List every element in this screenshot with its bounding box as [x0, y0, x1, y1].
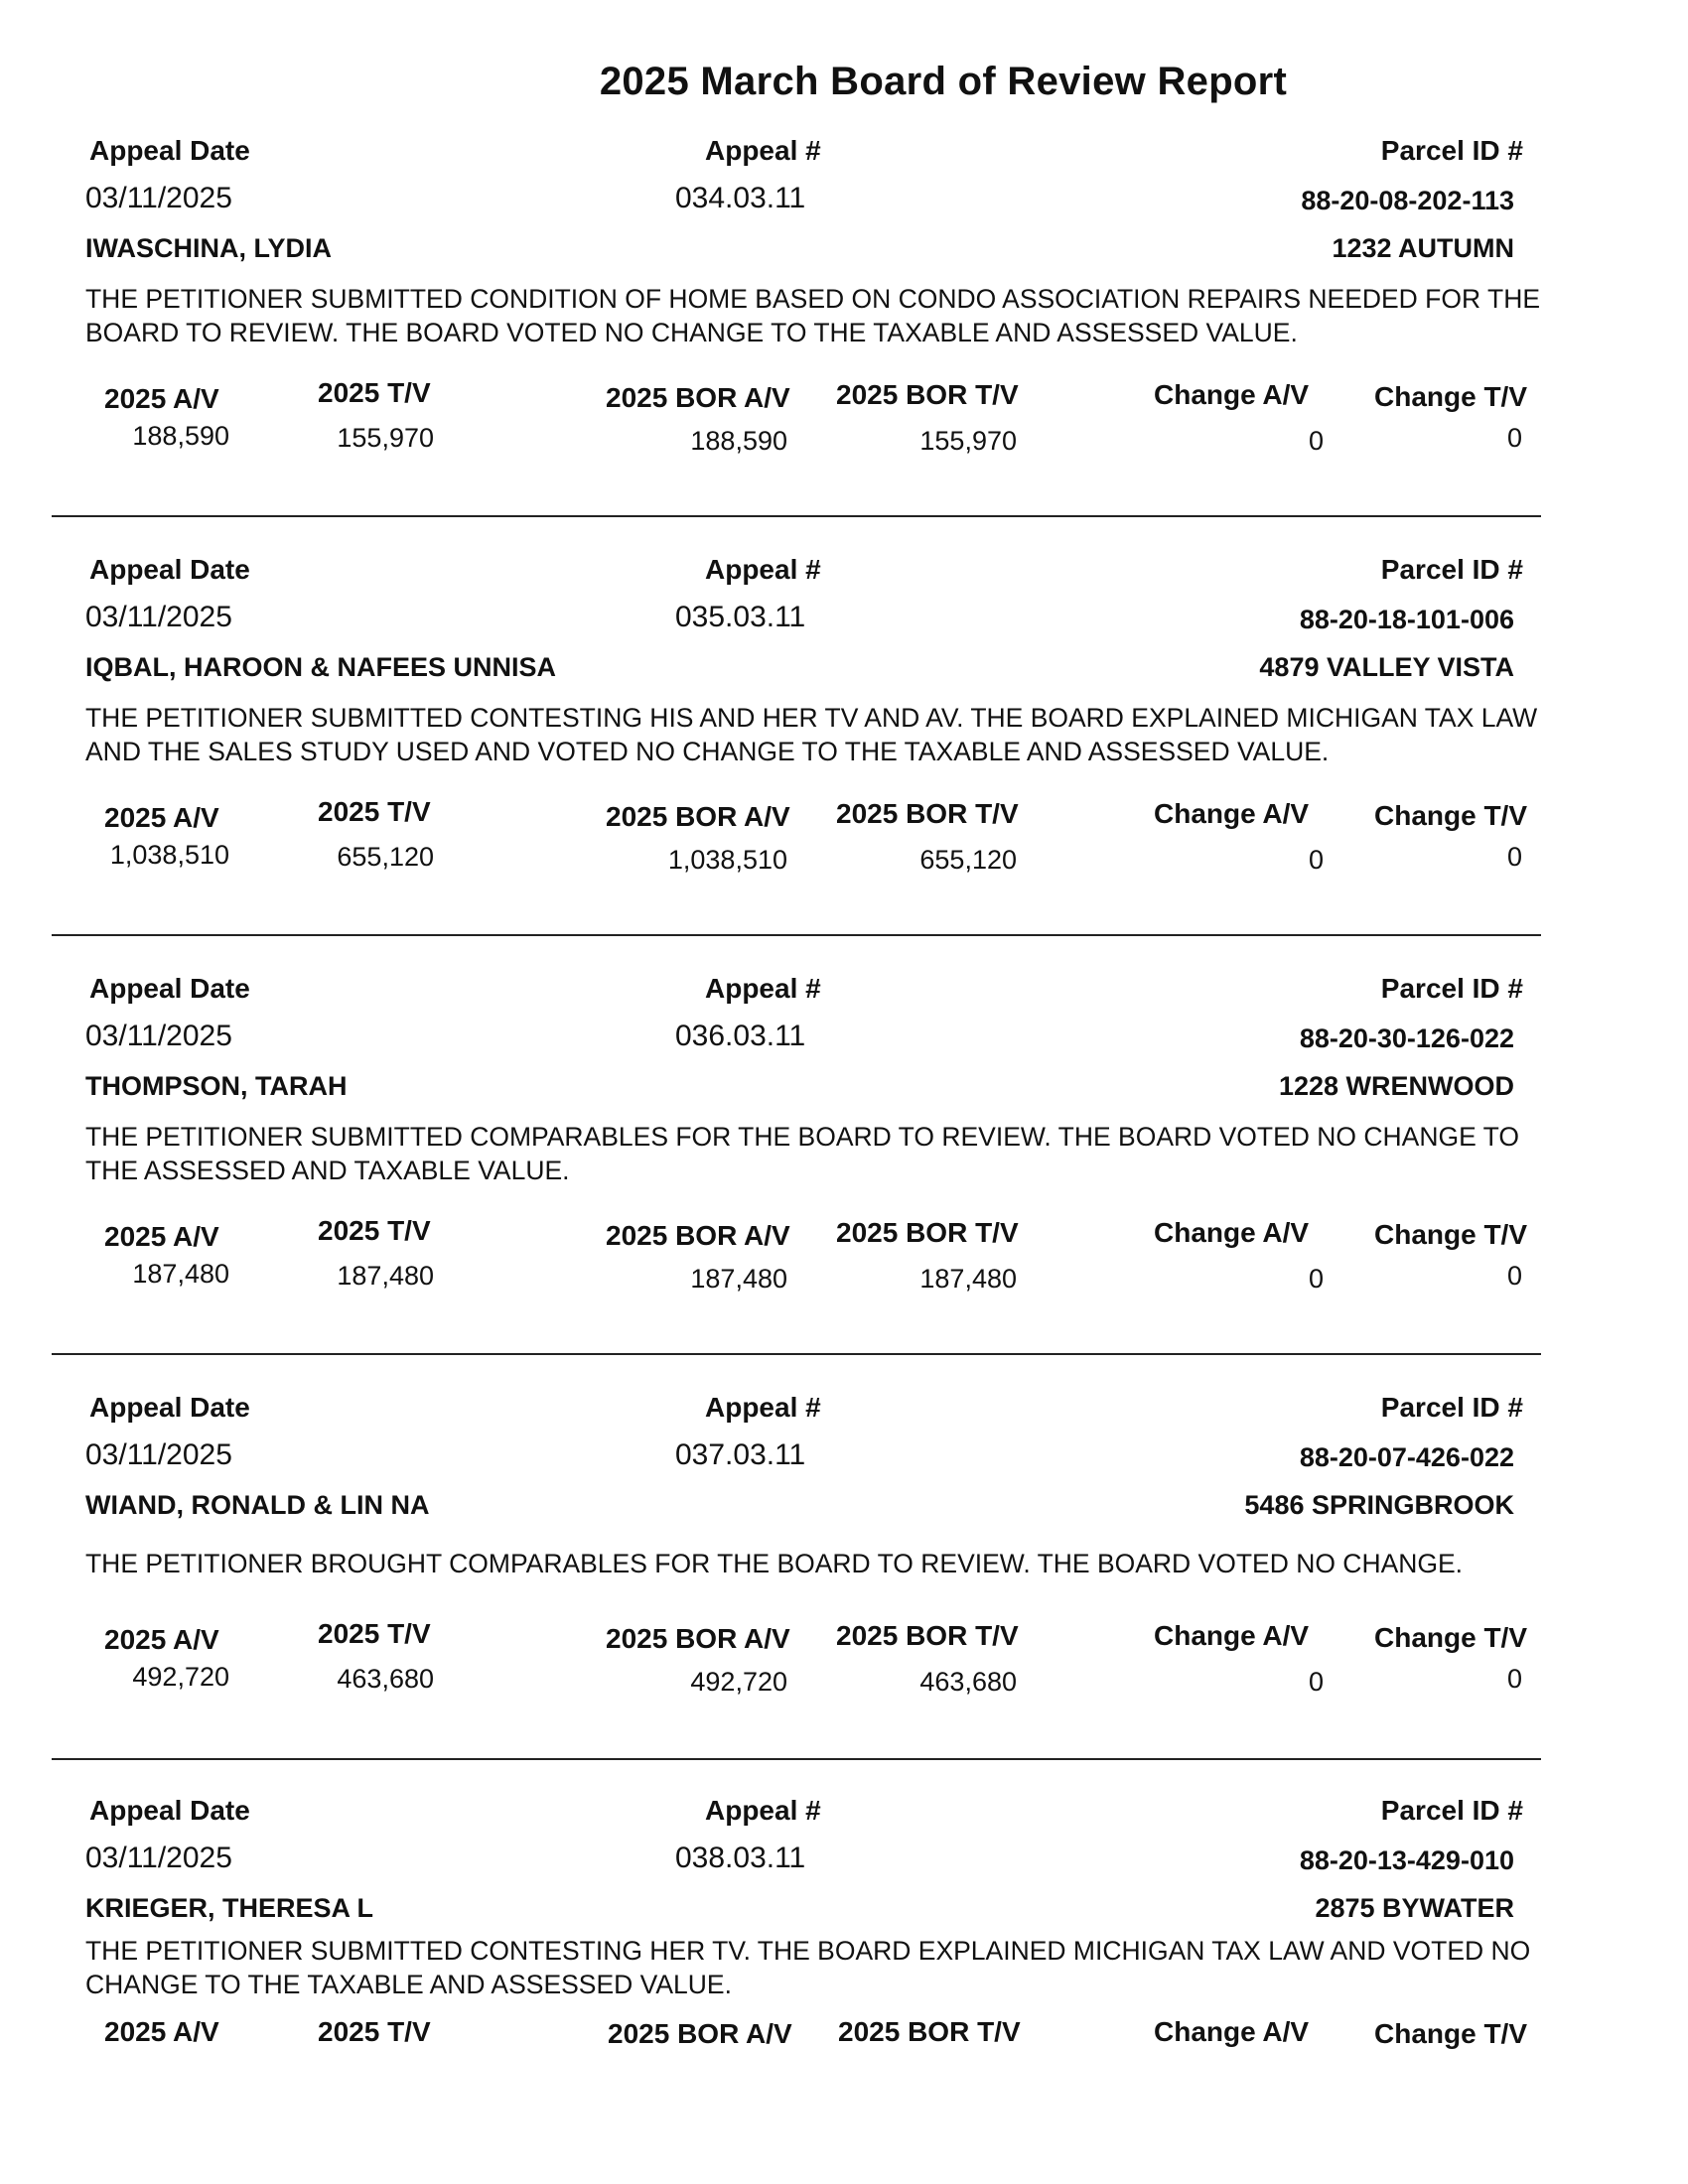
tv-label: 2025 T/V: [318, 796, 431, 827]
tv-value: 655,120: [337, 842, 434, 872]
bor-tv-label: 2025 BOR T/V: [836, 798, 1019, 829]
property-address: 4879 VALLEY VISTA: [1259, 652, 1514, 682]
parcel-id: 88-20-13-429-010: [1299, 1845, 1514, 1875]
change-tv-label: Change T/V: [1374, 2018, 1528, 2049]
av-label: 2025 A/V: [104, 1624, 219, 1655]
change-av-value: 0: [1308, 426, 1324, 456]
change-av-label: Change A/V: [1154, 379, 1310, 410]
av-value: 1,038,510: [109, 840, 229, 870]
petitioner-name: IWASCHINA, LYDIA: [85, 233, 333, 263]
av-label: 2025 A/V: [104, 1221, 219, 1252]
appeal-number-label: Appeal #: [705, 973, 821, 1004]
appeal-date-label: Appeal Date: [89, 135, 250, 166]
parcel-id-label: Parcel ID #: [1380, 1392, 1523, 1423]
bor-av-value: 1,038,510: [667, 845, 787, 875]
bor-av-value: 187,480: [690, 1264, 787, 1294]
appeal-date-label: Appeal Date: [89, 1392, 250, 1423]
av-value: 187,480: [132, 1259, 229, 1289]
av-label: 2025 A/V: [104, 383, 219, 414]
appeal-record: [0, 419, 1688, 875]
change-tv-value: 0: [1506, 423, 1522, 453]
appeal-number: 038.03.11: [675, 1842, 806, 1874]
bor-tv-label: 2025 BOR T/V: [836, 1620, 1019, 1651]
property-address: 2875 BYWATER: [1315, 1893, 1514, 1923]
parcel-id: 88-20-30-126-022: [1299, 1024, 1514, 1053]
tv-value: 463,680: [337, 1664, 434, 1694]
tv-label: 2025 T/V: [318, 1215, 431, 1246]
change-tv-value: 0: [1506, 1261, 1522, 1291]
parcel-id-label: Parcel ID #: [1380, 1795, 1523, 1826]
change-tv-label: Change T/V: [1374, 1622, 1528, 1653]
decision-description: THE PETITIONER SUBMITTED CONDITION OF HOME BASED ON CONDO ASSOCIATION REPAIRS NEEDED FOR THE BOARD TO REVIEW. THE BOARD VOTED NO CHANGE TO THE TAXABLE AND ASSESSED VALUE.: [85, 284, 1541, 347]
appeal-date-label: Appeal Date: [89, 1795, 250, 1826]
appeal-date-label: Appeal Date: [89, 554, 250, 585]
property-address: 5486 SPRINGBROOK: [1244, 1490, 1514, 1520]
bor-av-value: 492,720: [690, 1667, 787, 1697]
appeal-record: [0, 1660, 1688, 2077]
appeal-date: 03/11/2025: [85, 1842, 232, 1874]
bor-tv-value: 655,120: [919, 845, 1017, 875]
bor-tv-label: 2025 BOR T/V: [836, 379, 1019, 410]
appeal-record: [0, 838, 1688, 1294]
appeal-date-label: Appeal Date: [89, 973, 250, 1004]
report-title: 2025 March Board of Review Report: [599, 60, 1288, 103]
petitioner-name: IQBAL, HAROON & NAFEES UNNISA: [85, 652, 557, 682]
change-tv-value: 0: [1506, 842, 1522, 872]
parcel-id: 88-20-08-202-113: [1301, 186, 1514, 215]
bor-tv-value: 187,480: [919, 1264, 1017, 1294]
parcel-id-label: Parcel ID #: [1380, 135, 1523, 166]
bor-av-label: 2025 BOR A/V: [608, 2018, 792, 2049]
appeal-date: 03/11/2025: [85, 601, 232, 633]
bor-tv-label: 2025 BOR T/V: [838, 2016, 1021, 2047]
appeal-number: 034.03.11: [675, 182, 806, 214]
parcel-id: 88-20-18-101-006: [1299, 605, 1514, 634]
bor-tv-value: 155,970: [919, 426, 1017, 456]
change-tv-value: 0: [1506, 1664, 1522, 1694]
parcel-id-label: Parcel ID #: [1380, 973, 1523, 1004]
bor-tv-value: 463,680: [919, 1667, 1017, 1697]
appeal-date: 03/11/2025: [85, 1438, 232, 1471]
appeal-number-label: Appeal #: [705, 1795, 821, 1826]
petitioner-name: KRIEGER, THERESA L: [85, 1893, 374, 1923]
petitioner-name: THOMPSON, TARAH: [85, 1071, 348, 1101]
appeal-number-label: Appeal #: [705, 135, 821, 166]
bor-av-label: 2025 BOR A/V: [606, 801, 790, 832]
change-av-label: Change A/V: [1154, 2016, 1310, 2047]
tv-label: 2025 T/V: [318, 1618, 431, 1649]
appeal-number: 036.03.11: [675, 1020, 806, 1052]
appeal-record: [0, 1257, 1688, 1697]
petitioner-name: WIAND, RONALD & LIN NA: [85, 1490, 430, 1520]
change-av-label: Change A/V: [1154, 798, 1310, 829]
decision-description: THE PETITIONER SUBMITTED CONTESTING HIS AND HER TV AND AV. THE BOARD EXPLAINED MICHIGAN TAX LAW AND THE SALES STUDY USED AND VOTED NO CHANGE TO THE TAXABLE AND ASSESSED VALUE.: [85, 703, 1538, 766]
av-value: 188,590: [132, 421, 229, 451]
appeal-number-label: Appeal #: [705, 554, 821, 585]
appeal-number-label: Appeal #: [705, 1392, 821, 1423]
bor-tv-label: 2025 BOR T/V: [836, 1217, 1019, 1248]
change-av-label: Change A/V: [1154, 1620, 1310, 1651]
av-value: 492,720: [132, 1662, 229, 1692]
bor-av-label: 2025 BOR A/V: [606, 382, 790, 413]
change-av-label: Change A/V: [1154, 1217, 1310, 1248]
decision-description: THE PETITIONER SUBMITTED COMPARABLES FOR THE BOARD TO REVIEW. THE BOARD VOTED NO CHANGE TO THE ASSESSED AND TAXABLE VALUE.: [85, 1122, 1519, 1185]
appeal-number: 035.03.11: [675, 601, 806, 633]
parcel-id-label: Parcel ID #: [1380, 554, 1523, 585]
av-label: 2025 A/V: [104, 802, 219, 833]
tv-value: 155,970: [337, 423, 434, 453]
change-av-value: 0: [1308, 1667, 1324, 1697]
bor-av-value: 188,590: [690, 426, 787, 456]
bor-av-label: 2025 BOR A/V: [606, 1220, 790, 1251]
decision-description: THE PETITIONER SUBMITTED CONTESTING HER TV. THE BOARD EXPLAINED MICHIGAN TAX LAW AND VOTED NO CHANGE TO THE TAXABLE AND ASSESSED VALUE.: [85, 1936, 1531, 1999]
appeal-number: 037.03.11: [675, 1438, 806, 1471]
property-address: 1232 AUTUMN: [1332, 233, 1514, 263]
tv-label: 2025 T/V: [318, 377, 431, 408]
change-tv-label: Change T/V: [1374, 1219, 1528, 1250]
appeal-date: 03/11/2025: [85, 1020, 232, 1052]
change-tv-label: Change T/V: [1374, 381, 1528, 412]
property-address: 1228 WRENWOOD: [1278, 1071, 1514, 1101]
av-label: 2025 A/V: [104, 2016, 219, 2047]
tv-value: 187,480: [337, 1261, 434, 1291]
change-tv-label: Change T/V: [1374, 800, 1528, 831]
appeal-date: 03/11/2025: [85, 182, 232, 214]
change-av-value: 0: [1308, 1264, 1324, 1294]
bor-av-label: 2025 BOR A/V: [606, 1623, 790, 1654]
appeal-record: [0, 0, 1688, 456]
tv-label: 2025 T/V: [318, 2016, 431, 2047]
change-av-value: 0: [1308, 845, 1324, 875]
parcel-id: 88-20-07-426-022: [1299, 1442, 1514, 1472]
decision-description: THE PETITIONER BROUGHT COMPARABLES FOR THE BOARD TO REVIEW. THE BOARD VOTED NO CHANGE.: [85, 1549, 1464, 1578]
